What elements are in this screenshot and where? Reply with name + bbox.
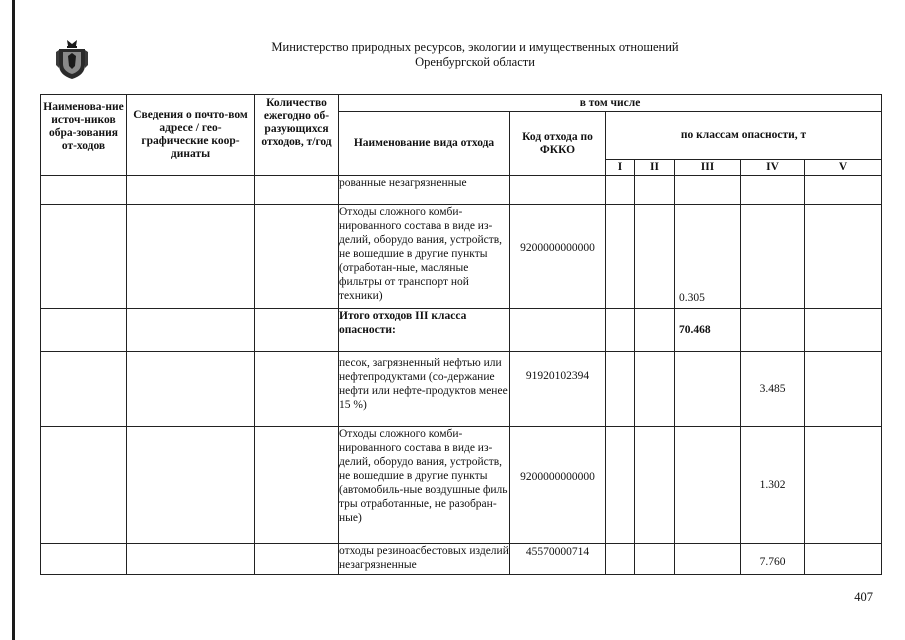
table-row (41, 309, 882, 352)
class-iv-value: 3.485 (741, 352, 805, 427)
col-header-source: Наименова-ние источ-ников обра-зования от-ходов (41, 95, 127, 176)
col-header-class-iv: IV (741, 160, 805, 176)
col-header-waste-name: Наименование вида отхода (339, 112, 510, 176)
table-row (41, 427, 882, 544)
col-header-class-v: V (805, 160, 882, 176)
col-header-hazard-classes: по классам опасности, т (606, 112, 882, 160)
oblast-coat-of-arms-icon (55, 38, 89, 80)
fkko-code-cell: 9200000000000 (510, 205, 606, 309)
scan-edge-line (12, 0, 15, 640)
fkko-code-cell: 9200000000000 (510, 427, 606, 544)
document-header (170, 40, 780, 70)
table-row (41, 352, 882, 427)
table-row (41, 544, 882, 575)
waste-name-cell: Отходы сложного комби-нированного состава в виде из-делий, оборудо вания, устройств, не вошедшие в другие пункты (автомобиль-ные воздушные филь тры отработанные, не разобран-ные) (339, 427, 510, 544)
class-iii-value: 0.305 (675, 205, 741, 309)
waste-name-cell: отходы резиноасбестовых изделий незагрязненные (339, 544, 510, 575)
col-header-amount: Количество ежегодно об-разующихся отходов, т/год (255, 95, 339, 176)
col-header-class-iii: III (675, 160, 741, 176)
table-row (41, 205, 882, 309)
page-number: 407 (854, 590, 873, 604)
subtotal-label: Итого отходов III класса опасности: (339, 309, 510, 352)
waste-name-cell: рованные незагрязненные (339, 176, 510, 205)
col-header-address: Сведения о почто-вом адресе / гео-графические коор-динаты (127, 95, 255, 176)
class-iv-value: 1.302 (741, 427, 805, 544)
col-header-fkko-code: Код отхода по ФККО (510, 112, 606, 176)
region-name: Оренбургской области (415, 55, 535, 69)
waste-name-cell: песок, загрязненный нефтью или нефтепродуктами (со-держание нефти или нефте-продуктов менее 15 %) (339, 352, 510, 427)
ministry-name: Министерство природных ресурсов, экологии и имущественных отношений (271, 40, 679, 54)
waste-name-cell: Отходы сложного комби-нированного состава в виде из-делий, оборудо вания, устройств, не вошедшие в другие пункты (отработан-ные, масляные фильтры от транспорт ной техники) (339, 205, 510, 309)
waste-table (40, 94, 882, 575)
subtotal-class-iii-value: 70.468 (675, 309, 741, 352)
col-header-class-ii: II (635, 160, 675, 176)
class-iv-value: 7.760 (741, 544, 805, 575)
fkko-code-cell: 91920102394 (510, 352, 606, 427)
col-header-including: в том числе (339, 95, 882, 112)
col-header-class-i: I (606, 160, 635, 176)
fkko-code-cell: 45570000714 (510, 544, 606, 575)
table-row (41, 176, 882, 205)
